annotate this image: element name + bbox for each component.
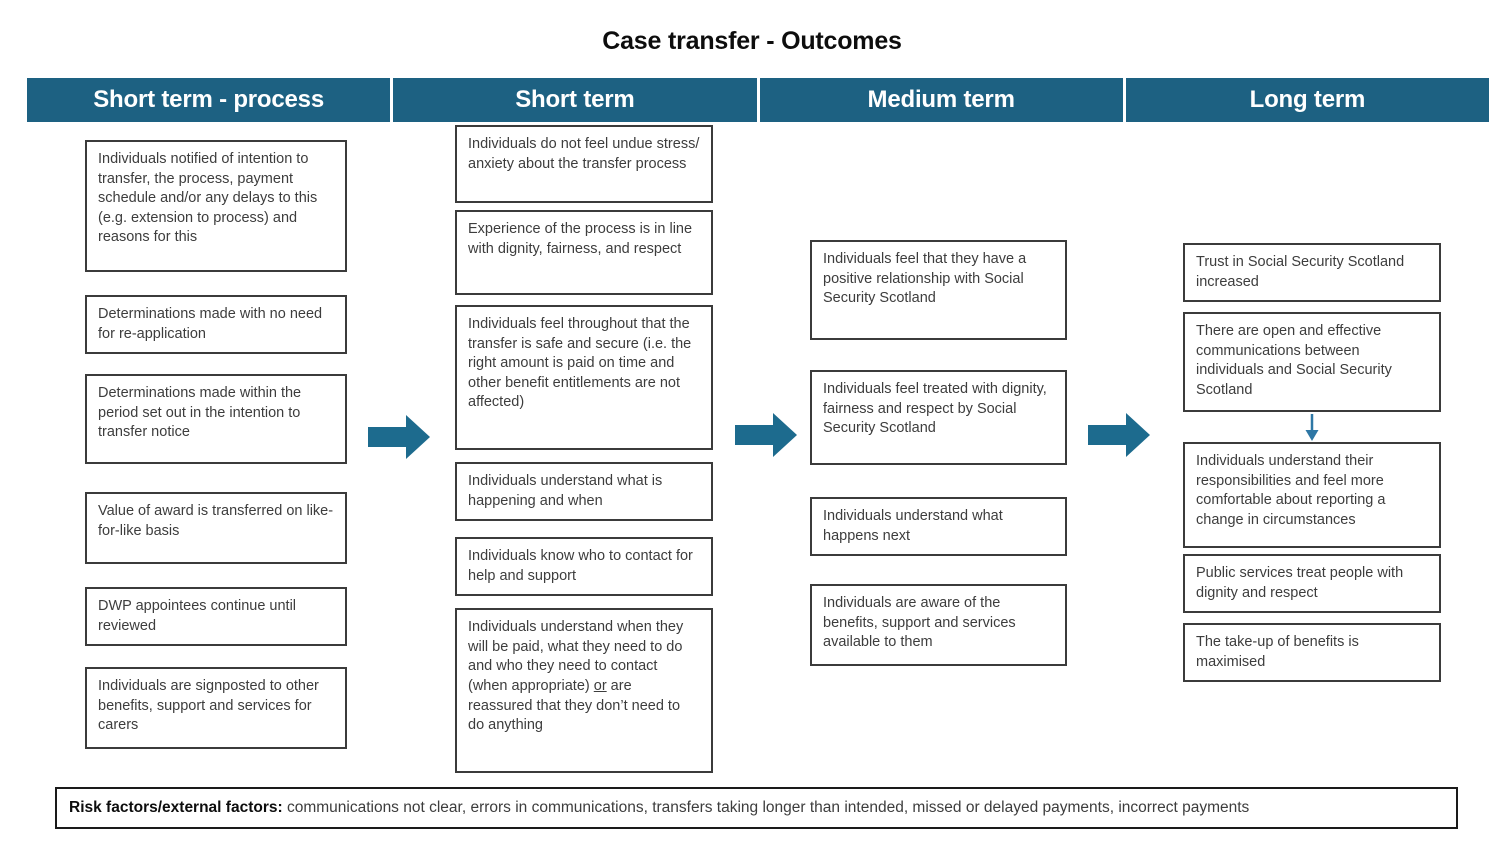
outcome-box: Individuals know who to contact for help and support (455, 537, 713, 596)
flow-arrow-icon (1088, 413, 1150, 457)
outcome-box-text-underlined: or (593, 677, 607, 694)
column-medium-term (810, 122, 1067, 666)
outcome-box: Value of award is transferred on like-for-like basis (85, 492, 347, 564)
outcome-box-text: are reassured that they don’t need to do anything (468, 677, 681, 734)
outcome-box: Determinations made with no need for re-application (85, 295, 347, 354)
flow-arrow-icon (735, 413, 797, 457)
outcome-box (455, 608, 713, 773)
risk-factors-text: communications not clear, errors in communications, transfers taking longer than intended, missed or delayed payments, incorrect payments (282, 799, 1250, 816)
outcome-box: There are open and effective communications between individuals and Social Security Scotland (1183, 312, 1441, 412)
column-header-long-term: Long term (1126, 78, 1489, 122)
risk-factors-label: Risk factors/external factors: (69, 799, 283, 816)
column-header-short-term-process: Short term - process (27, 78, 390, 122)
outcome-box: Individuals understand what happens next (810, 497, 1067, 556)
outcome-box: Individuals are signposted to other benefits, support and services for carers (85, 667, 347, 749)
outcome-box: DWP appointees continue until reviewed (85, 587, 347, 646)
column-short-term-process (85, 122, 347, 749)
column-headers-row (27, 78, 1489, 122)
risk-factors-box (55, 787, 1458, 829)
flow-arrow-icon (368, 415, 430, 459)
outcome-box: Determinations made within the period set out in the intention to transfer notice (85, 374, 347, 464)
outcome-box: The take-up of benefits is maximised (1183, 623, 1441, 682)
outcome-box: Individuals feel treated with dignity, fairness and respect by Social Security Scotland (810, 370, 1067, 465)
column-short-term (455, 122, 713, 773)
outcome-box: Individuals are aware of the benefits, support and services available to them (810, 584, 1067, 666)
outcome-box: Experience of the process is in line with dignity, fairness, and respect (455, 210, 713, 295)
column-header-short-term: Short term (393, 78, 756, 122)
outcome-box: Trust in Social Security Scotland increased (1183, 243, 1441, 302)
outcome-box: Public services treat people with dignity and respect (1183, 554, 1441, 613)
outcome-box: Individuals understand what is happening and when (455, 462, 713, 521)
column-long-term (1183, 122, 1441, 682)
page-title: Case transfer - Outcomes (602, 27, 902, 55)
outcome-box: Individuals understand their responsibilities and feel more comfortable about reporting a change in circumstances (1183, 442, 1441, 548)
outcome-box-text: Individuals understand when they will be paid, what they need to do and who they need to contact (when appropriate) (468, 619, 684, 694)
outcome-box: Individuals do not feel undue stress/ anxiety about the transfer process (455, 125, 713, 203)
outcome-box: Individuals feel throughout that the transfer is safe and secure (i.e. the right amount is paid on time and other benefit entitlements are not affected) (455, 305, 713, 450)
outcome-box: Individuals feel that they have a positive relationship with Social Security Scotland (810, 240, 1067, 340)
outcome-box: Individuals notified of intention to transfer, the process, payment schedule and/or any delays to this (e.g. extension to process) and reasons for this (85, 140, 347, 272)
column-header-medium-term: Medium term (760, 78, 1123, 122)
down-arrow-icon (1183, 412, 1441, 442)
